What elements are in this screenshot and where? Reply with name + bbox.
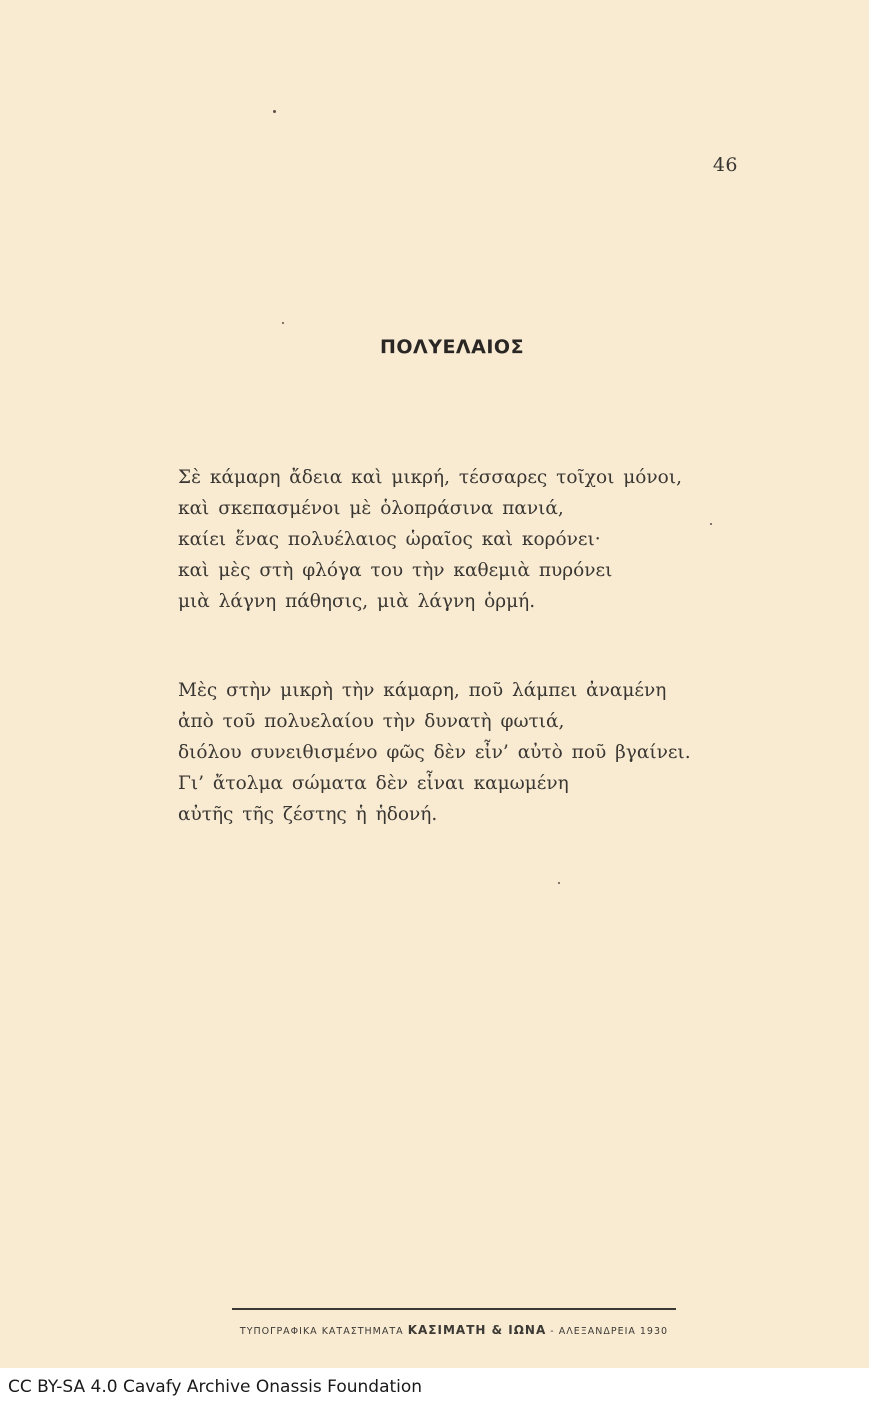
poem-title: ΠΟΛΥΕΛΑΙΟΣ (379, 336, 525, 358)
poem-line: καὶ σκεπασμένοι μὲ ὁλοπράσινα πανιά, (178, 498, 564, 519)
poem-line: καὶ μὲς στὴ φλόγα του τὴν καθεμιὰ πυρόνει (178, 560, 613, 581)
poem-line: Μὲς στὴν μικρὴ τὴν κάμαρη, ποῦ λάμπει ἀναμένη (178, 680, 667, 701)
paper-speck (710, 523, 712, 525)
printer-suffix: - ΑΛΕΞΑΝΔΡΕΙΑ 1930 (550, 1326, 669, 1337)
paper-speck (558, 882, 560, 884)
poem-line: καίει ἕνας πολυέλαιος ὡραῖος καὶ κορόνει· (178, 529, 601, 550)
page-number: 46 (712, 154, 738, 176)
printer-imprint (232, 1323, 676, 1337)
paper-speck (282, 322, 284, 324)
license-text: CC BY-SA 4.0 Cavafy Archive Onassis Foundation (8, 1377, 423, 1397)
paper-speck (273, 110, 276, 113)
stanza-1 (178, 462, 778, 617)
poem-line: αὐτῆς τῆς ζέστης ἡ ἡδονή. (178, 804, 438, 825)
poem-line: Σὲ κάμαρη ἄδεια καὶ μικρή, τέσσαρες τοῖχοι μόνοι, (178, 467, 682, 488)
poem-line: Γι’ ἄτολμα σώματα δὲν εἶναι καμωμένη (178, 773, 569, 794)
printer-divider (232, 1308, 676, 1310)
poem-line: διόλου συνειθισμένο φῶς δὲν εἶν’ αὐτὸ ποῦ βγαίνει. (178, 742, 691, 763)
printer-prefix: ΤΥΠΟΓΡΑΦΙΚΑ ΚΑΤΑΣΤΗΜΑΤΑ (239, 1326, 404, 1337)
poem-line: ἀπὸ τοῦ πολυελαίου τὴν δυνατὴ φωτιά, (178, 711, 565, 732)
stanza-2 (178, 675, 778, 830)
poem-line: μιὰ λάγνη πάθησις, μιὰ λάγνη ὁρμή. (178, 591, 536, 612)
printer-name: ΚΑΣΙΜΑΤΗ & ΙΩΝΑ (407, 1323, 547, 1337)
